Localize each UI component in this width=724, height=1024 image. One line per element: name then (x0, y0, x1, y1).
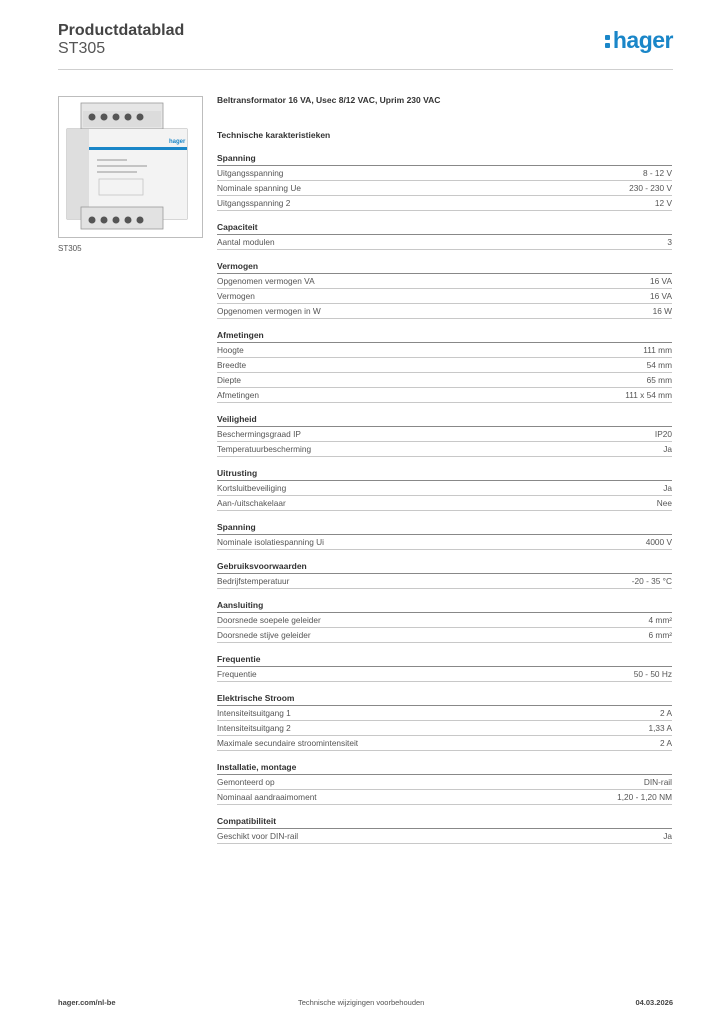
spec-section (217, 330, 672, 403)
spec-section (217, 222, 672, 250)
spec-row (217, 790, 672, 805)
spec-value: 230 - 230 V (629, 183, 672, 193)
spec-label: Intensiteitsuitgang 1 (217, 708, 291, 718)
logo-text: hager (612, 27, 673, 53)
spec-value: 50 - 50 Hz (633, 669, 672, 679)
spec-row (217, 304, 672, 319)
spec-section (217, 816, 672, 844)
logo-dots-icon (605, 34, 611, 48)
section-title: Veiligheid (217, 414, 672, 427)
footer-website: hager.com/nl-be (58, 998, 116, 1007)
spec-label: Doorsnede stijve geleider (217, 630, 311, 640)
spec-row (217, 481, 672, 496)
section-title: Elektrische Stroom (217, 693, 672, 706)
spec-label: Nominale isolatiespanning Ui (217, 537, 324, 547)
spec-section (217, 600, 672, 643)
spec-row (217, 496, 672, 511)
section-title: Gebruiksvoorwaarden (217, 561, 672, 574)
transformer-illustration (59, 97, 202, 237)
spec-value: 1,33 A (648, 723, 672, 733)
spec-row (217, 181, 672, 196)
spec-label: Opgenomen vermogen VA (217, 276, 315, 286)
tech-characteristics-heading: Technische karakteristieken (217, 130, 331, 140)
spec-row (217, 829, 672, 844)
spec-row (217, 736, 672, 751)
spec-label: Nominale spanning Ue (217, 183, 301, 193)
spec-row (217, 427, 672, 442)
spec-row (217, 535, 672, 550)
spec-row (217, 358, 672, 373)
spec-value: 65 mm (646, 375, 672, 385)
spec-label: Diepte (217, 375, 241, 385)
spec-label: Afmetingen (217, 390, 259, 400)
section-title: Compatibiliteit (217, 816, 672, 829)
spec-section (217, 522, 672, 550)
spec-section (217, 762, 672, 805)
spec-section (217, 153, 672, 211)
section-title: Capaciteit (217, 222, 672, 235)
spec-label: Intensiteitsuitgang 2 (217, 723, 291, 733)
spec-row (217, 574, 672, 589)
spec-value: 4000 V (645, 537, 672, 547)
spec-value: Ja (663, 483, 672, 493)
spec-label: Vermogen (217, 291, 255, 301)
spec-value: 3 (667, 237, 672, 247)
hager-logo (605, 27, 673, 54)
spec-label: Frequentie (217, 669, 257, 679)
spec-label: Temperatuurbescherming (217, 444, 312, 454)
footer-date: 04.03.2026 (635, 998, 673, 1007)
spec-row (217, 706, 672, 721)
spec-value: 16 VA (650, 276, 672, 286)
spec-sections (217, 153, 672, 844)
page-footer (58, 998, 673, 1010)
spec-label: Aan-/uitschakelaar (217, 498, 286, 508)
spec-value: 111 x 54 mm (625, 390, 672, 400)
document-title: Productdatablad (58, 22, 185, 39)
spec-label: Bedrijfstemperatuur (217, 576, 290, 586)
spec-label: Kortsluitbeveiliging (217, 483, 287, 493)
spec-row (217, 388, 672, 403)
spec-value: DIN-rail (643, 777, 672, 787)
product-code: ST305 (58, 40, 106, 57)
product-image (58, 96, 203, 238)
section-title: Spanning (217, 522, 672, 535)
spec-label: Nominaal aandraaimoment (217, 792, 317, 802)
spec-label: Aantal modulen (217, 237, 275, 247)
product-description: Beltransformator 16 VA, Usec 8/12 VAC, Uprim 230 VAC (217, 95, 441, 105)
spec-label: Geschikt voor DIN-rail (217, 831, 299, 841)
spec-value: 16 VA (650, 291, 672, 301)
spec-section (217, 468, 672, 511)
spec-row (217, 775, 672, 790)
spec-value: 8 - 12 V (642, 168, 672, 178)
section-title: Aansluiting (217, 600, 672, 613)
spec-value: Ja (663, 831, 672, 841)
spec-row (217, 289, 672, 304)
section-title: Frequentie (217, 654, 672, 667)
spec-value: Nee (656, 498, 672, 508)
spec-value: 16 W (652, 306, 672, 316)
page-header (58, 20, 673, 70)
spec-value: 2 A (660, 708, 672, 718)
spec-label: Opgenomen vermogen in W (217, 306, 321, 316)
spec-section (217, 693, 672, 751)
section-title: Vermogen (217, 261, 672, 274)
spec-row (217, 721, 672, 736)
spec-row (217, 343, 672, 358)
spec-label: Doorsnede soepele geleider (217, 615, 321, 625)
svg-text:hager: hager (169, 139, 186, 145)
spec-label: Beschermingsgraad IP (217, 429, 301, 439)
spec-label: Maximale secundaire stroomintensiteit (217, 738, 359, 748)
spec-row (217, 373, 672, 388)
spec-row (217, 628, 672, 643)
spec-value: -20 - 35 °C (631, 576, 672, 586)
spec-section (217, 561, 672, 589)
footer-disclaimer: Technische wijzigingen voorbehouden (298, 998, 425, 1007)
spec-value: 111 mm (643, 345, 672, 355)
section-title: Afmetingen (217, 330, 672, 343)
datasheet-content (217, 95, 672, 844)
spec-section (217, 414, 672, 457)
spec-label: Hoogte (217, 345, 244, 355)
spec-label: Breedte (217, 360, 247, 370)
spec-row (217, 274, 672, 289)
spec-value: Ja (663, 444, 672, 454)
spec-row (217, 442, 672, 457)
spec-value: 54 mm (646, 360, 672, 370)
spec-row (217, 235, 672, 250)
spec-row (217, 196, 672, 211)
spec-value: 4 mm² (648, 615, 672, 625)
spec-row (217, 613, 672, 628)
spec-value: IP20 (654, 429, 672, 439)
image-caption: ST305 (58, 244, 82, 253)
spec-value: 12 V (654, 198, 672, 208)
spec-row (217, 667, 672, 682)
spec-label: Uitgangsspanning 2 (217, 198, 291, 208)
spec-section (217, 261, 672, 319)
spec-value: 2 A (660, 738, 672, 748)
spec-value: 1,20 - 1,20 NM (617, 792, 672, 802)
section-title: Uitrusting (217, 468, 672, 481)
section-title: Installatie, montage (217, 762, 672, 775)
spec-value: 6 mm² (648, 630, 672, 640)
spec-label: Gemonteerd op (217, 777, 275, 787)
spec-section (217, 654, 672, 682)
section-title: Spanning (217, 153, 672, 166)
spec-label: Uitgangsspanning (217, 168, 284, 178)
spec-row (217, 166, 672, 181)
